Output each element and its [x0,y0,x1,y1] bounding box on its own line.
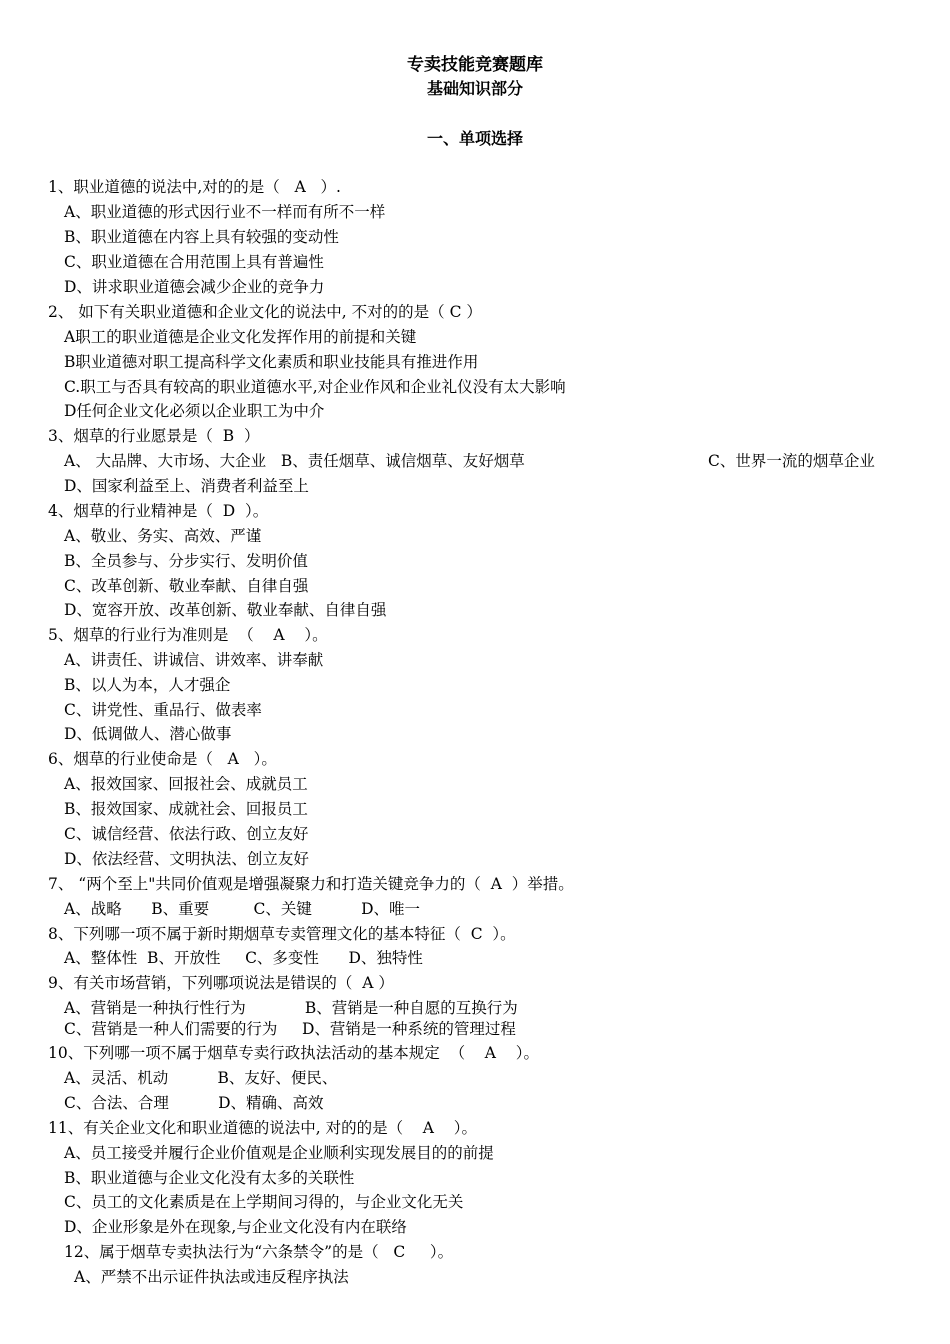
option-2c: C.职工与否具有较高的职业道德水平,对企业作风和企业礼仪没有太大影响 [64,378,566,396]
option-2b: B职业道德对职工提高科学文化素质和职业技能具有推进作用 [64,353,479,371]
option-11d: D、企业形象是外在现象,与企业文化没有内在联络 [64,1218,407,1236]
options-8: A、整体性 B、开放性 C、多变性 D、独特性 [64,949,423,967]
question-9: 9、有关市场营销，下列哪项说法是错误的（ A ） [48,974,394,992]
section-heading: 一、单项选择 [426,129,523,148]
option-6d: D、依法经营、文明执法、创立友好 [64,850,309,868]
question-6: 6、烟草的行业使命是（ A ）。 [48,750,277,768]
option-1d: D、讲求职业道德会减少企业的竞争力 [64,278,325,296]
options-9ab: A、营销是一种执行性行为 B、营销是一种自愿的互换行为 [64,999,518,1017]
option-5b: B、以人为本，人才强企 [64,676,231,694]
question-8: 8、下列哪一项不属于新时期烟草专卖管理文化的基本特征（ C ）。 [48,925,516,943]
option-5a: A、讲责任、讲诚信、讲效率、讲奉献 [64,651,324,669]
question-5: 5、烟草的行业行为准则是 （ A ）。 [48,626,328,644]
option-3ab: A、 大品牌、大市场、大企业 B、责任烟草、诚信烟草、友好烟草 [64,452,525,470]
option-4c: C、改革创新、敬业奉献、自律自强 [64,577,309,595]
option-2a: A职工的职业道德是企业文化发挥作用的前提和关键 [64,328,417,346]
option-11b: B、职业道德与企业文化没有太多的关联性 [64,1169,355,1187]
question-4: 4、烟草的行业精神是（ D ）。 [48,502,269,520]
document-subtitle: 基础知识部分 [426,79,523,98]
option-1c: C、职业道德在合用范围上具有普遍性 [64,253,324,271]
options-7: A、战略 B、重要 C、关键 D、唯一 [64,900,421,918]
option-5d: D、低调做人、潜心做事 [64,725,232,743]
option-4d: D、宽容开放、改革创新、敬业奉献、自律自强 [64,601,387,619]
option-2d: D任何企业文化必须以企业职工为中介 [64,402,325,420]
option-4a: A、敬业、务实、高效、严谨 [64,527,262,545]
option-12a: A、严禁不出示证件执法或违反程序执法 [74,1268,349,1286]
option-4b: B、全员参与、分步实行、发明价值 [64,552,308,570]
option-11c: C、员工的文化素质是在上学期间习得的，与企业文化无关 [64,1193,464,1211]
option-3d: D、国家利益至上、消费者利益至上 [64,477,309,495]
question-1: 1、职业道德的说法中,对的的是（ A ）. [48,178,341,196]
option-1a: A、职业道德的形式因行业不一样而有所不一样 [64,203,386,221]
option-1b: B、职业道德在内容上具有较强的变动性 [64,228,339,246]
options-9cd: C、营销是一种人们需要的行为 D、营销是一种系统的管理过程 [64,1020,516,1038]
document-title: 专卖技能竞赛题库 [407,55,543,75]
question-2: 2、 如下有关职业道德和企业文化的说法中, 不对的的是（ C ） [48,303,482,321]
option-5c: C、讲党性、重品行、做表率 [64,701,262,719]
options-10cd: C、合法、合理 D、精确、高效 [64,1094,324,1112]
question-7: 7、 “两个至上"共同价值观是增强凝聚力和打造关键竞争力的（ A ）举措。 [48,875,574,893]
option-6c: C、诚信经营、依法行政、创立友好 [64,825,309,843]
options-10ab: A、灵活、机动 B、友好、便民、 [64,1069,338,1087]
option-3c: C、世界一流的烟草企业 [708,452,875,470]
option-11a: A、员工接受并履行企业价值观是企业顺利实现发展目的的前提 [64,1144,494,1162]
question-12: 12、属于烟草专卖执法行为“六条禁令”的是（ C ）。 [64,1243,454,1261]
option-6b: B、报效国家、成就社会、回报员工 [64,800,308,818]
option-6a: A、报效国家、回报社会、成就员工 [64,775,308,793]
question-10: 10、下列哪一项不属于烟草专卖行政执法活动的基本规定 （ A ）。 [48,1044,539,1062]
question-11: 11、有关企业文化和职业道德的说法中, 对的的是（ A ）。 [48,1119,477,1137]
question-3: 3、烟草的行业愿景是（ B ） [48,427,260,445]
